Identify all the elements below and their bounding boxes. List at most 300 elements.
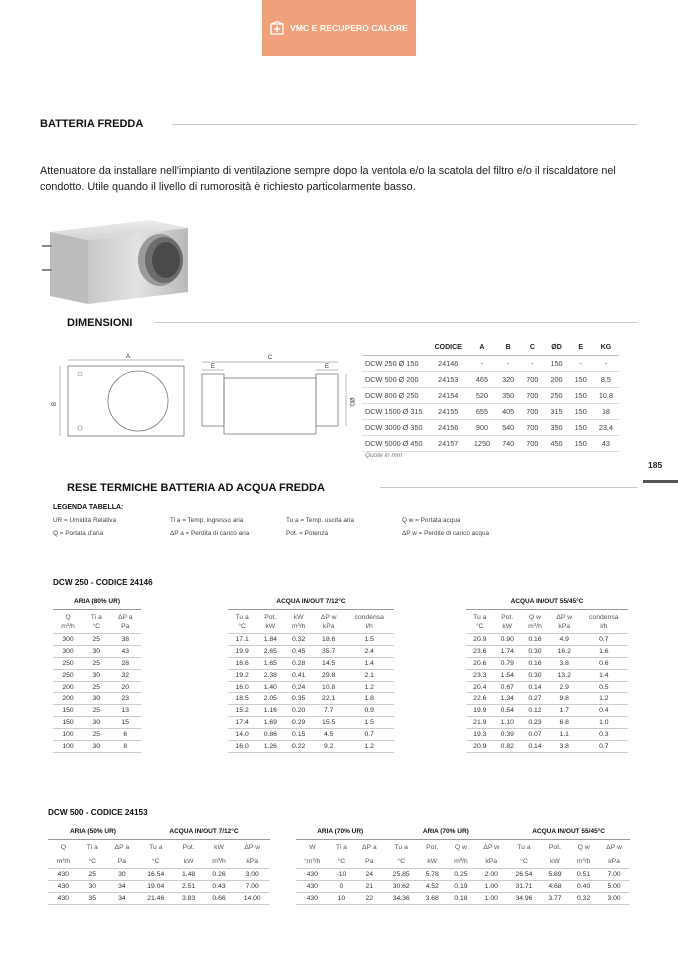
unit-header: °C <box>337 858 346 865</box>
table-cell: 30.62 <box>384 880 418 892</box>
dcw500-left-table <box>48 827 270 905</box>
table-cell: 19.9 <box>466 705 494 717</box>
table-cell: 0.14 <box>521 741 549 753</box>
unit-row <box>296 854 630 869</box>
section-rule <box>380 487 637 488</box>
table-cell: 34 <box>106 892 138 904</box>
table-row <box>466 717 628 729</box>
table-cell: 28 <box>110 657 141 669</box>
table-cell: 0.29 <box>284 717 313 729</box>
table-cell: 24146 <box>429 356 468 372</box>
table-cell: 0.32 <box>569 892 598 904</box>
table-cell: 150 <box>569 388 593 404</box>
column-header: Tu a °C <box>473 614 487 630</box>
table-cell: 15.2 <box>228 705 256 717</box>
table-cell: 700 <box>520 436 544 452</box>
table-cell: 3.8 <box>549 657 580 669</box>
column-header: Q w <box>577 844 590 851</box>
table-row <box>53 681 141 693</box>
table-cell: 15.5 <box>313 717 344 729</box>
table-cell: 38 <box>110 634 141 646</box>
unit-header: °C <box>88 858 97 865</box>
table-cell: 16.0 <box>228 741 256 753</box>
table-cell: 30 <box>106 869 138 881</box>
table-cell: 3.8 <box>549 741 580 753</box>
column-header: condensa l/h <box>589 614 619 630</box>
table-cell: 9.8 <box>549 693 580 705</box>
table-cell: 18.5 <box>228 693 256 705</box>
table-cell: 0.45 <box>284 645 313 657</box>
table-cell: 0.14 <box>521 681 549 693</box>
table-cell: - <box>496 356 520 372</box>
table-cell: 0.90 <box>494 634 521 646</box>
table-cell: 18 <box>593 404 619 420</box>
table-cell: 150 <box>569 436 593 452</box>
table-cell: 4.52 <box>418 880 446 892</box>
unit-header: °C <box>520 858 528 865</box>
table-cell: 250 <box>53 669 83 681</box>
table-cell: 0.4 <box>580 705 628 717</box>
table-cell: 250 <box>53 657 83 669</box>
table-row <box>53 729 141 741</box>
category-label: VMC E RECUPERO CALORE <box>290 23 408 33</box>
table-cell: 0.86 <box>256 729 284 741</box>
group-header-row <box>228 597 394 610</box>
table-cell: 25 <box>83 681 110 693</box>
table-cell: 2.1 <box>344 669 394 681</box>
legend-item: ΔP w = Perdite di carico acqua <box>402 530 490 537</box>
table-cell: DCW 1500 Ø 315 <box>362 404 429 420</box>
table-row <box>466 634 628 646</box>
table-row <box>228 669 394 681</box>
table-row <box>228 741 394 753</box>
table-row <box>362 356 619 372</box>
intro-paragraph: Attenuatore da installare nell'impianto di ventilazione sempre dopo la ventola e/o la scatola del filtro e/o il riscaldatore nel condotto. Utile quando il livello di rumorosità è richiesto particolarmente basso. <box>40 165 616 193</box>
table-cell: 540 <box>496 420 520 436</box>
table-cell: 23 <box>110 693 141 705</box>
table-row <box>362 420 619 436</box>
table-cell: 2.00 <box>475 869 507 881</box>
legend-title: LEGENDA TABELLA: <box>53 504 124 511</box>
table-row <box>228 634 394 646</box>
column-header: ΔP w kPa <box>556 614 573 630</box>
table-cell: 0.25 <box>446 869 475 881</box>
table-cell: 8,5 <box>593 372 619 388</box>
unit-header: kW <box>427 858 438 865</box>
table-cell: 350 <box>496 388 520 404</box>
legend-item: UR = Umidità Relativa <box>53 517 117 524</box>
table-cell: 30 <box>83 693 110 705</box>
table-cell: 1.26 <box>256 741 284 753</box>
table-cell: 13 <box>110 705 141 717</box>
table-row <box>228 681 394 693</box>
table-cell: 8 <box>110 741 141 753</box>
table-cell: 1.40 <box>256 681 284 693</box>
unit-header: m³/h <box>56 858 71 865</box>
table-cell: 6.8 <box>549 717 580 729</box>
table-cell: DCW 500 Ø 200 <box>362 372 429 388</box>
unit-header: m³/h <box>212 858 226 865</box>
table-cell: 0.20 <box>284 705 313 717</box>
table-row <box>53 693 141 705</box>
table-cell: 0.66 <box>204 892 235 904</box>
table-cell: 0 <box>329 880 355 892</box>
header-row <box>466 610 628 634</box>
table-row <box>362 388 619 404</box>
column-header: A <box>468 340 496 356</box>
table-cell: 0.39 <box>494 729 521 741</box>
dimensions-note: Quote in mm <box>365 452 403 459</box>
table-cell: 700 <box>520 420 544 436</box>
table-cell: 1.69 <box>256 717 284 729</box>
table-cell: -10 <box>329 869 355 881</box>
table-cell: 23,4 <box>593 420 619 436</box>
legend-item: Tu a = Temp. uscita aria <box>286 517 355 524</box>
table-cell: 4.68 <box>541 880 569 892</box>
table-cell: 0.7 <box>344 729 394 741</box>
table-cell: 520 <box>468 388 496 404</box>
table-row <box>466 657 628 669</box>
table-cell: 2.65 <box>256 645 284 657</box>
table-cell: 19.2 <box>228 669 256 681</box>
column-header: Pot. kW <box>264 614 277 630</box>
table-cell: 150 <box>569 420 593 436</box>
table-cell: 0.28 <box>284 657 313 669</box>
column-header: W <box>309 844 316 851</box>
dcw250-acqua-55-45-table <box>466 597 628 753</box>
legend-item: Q = Portata d'aria <box>53 530 104 537</box>
table-cell: 0.23 <box>521 717 549 729</box>
table-row <box>53 657 141 669</box>
column-header: Tu a <box>149 844 163 851</box>
table-cell: 655 <box>468 404 496 420</box>
unit-header: kPa <box>485 858 498 865</box>
product-photo <box>40 212 190 308</box>
table-cell: DCW 250 Ø 150 <box>362 356 429 372</box>
table-cell: 22.6 <box>466 693 494 705</box>
table-cell: 1.10 <box>494 717 521 729</box>
table-row <box>53 717 141 729</box>
table-cell: 25 <box>79 869 106 881</box>
table-cell: 3.00 <box>598 892 630 904</box>
table-cell: 1.6 <box>580 645 628 657</box>
dimension-drawing <box>52 352 352 442</box>
table-cell: 405 <box>496 404 520 420</box>
column-header: Pot. <box>548 844 561 851</box>
unit-header: kW <box>183 858 194 865</box>
group-header-row <box>53 597 141 610</box>
table-cell: 0.5 <box>580 681 628 693</box>
table-cell: 1.54 <box>494 669 521 681</box>
column-header: C <box>520 340 544 356</box>
table-cell: 4.5 <box>313 729 344 741</box>
table-cell: 0.27 <box>521 693 549 705</box>
table-cell: 20 <box>110 681 141 693</box>
column-header: Pot. <box>426 844 439 851</box>
table-cell: 300 <box>53 634 83 646</box>
table-row <box>466 669 628 681</box>
table-cell: - <box>468 356 496 372</box>
table-row <box>48 892 270 904</box>
table-cell: 0.35 <box>284 693 313 705</box>
page-marker <box>643 480 678 483</box>
legend-item: Ti a = Temp. ingresso aria <box>170 517 244 524</box>
table-cell: 0.26 <box>204 869 235 881</box>
table-cell: 43 <box>593 436 619 452</box>
table-cell: 2.4 <box>344 645 394 657</box>
table-cell: 19.3 <box>466 729 494 741</box>
group-header: ACQUA IN/OUT 55/45°C <box>466 597 628 610</box>
table-row <box>228 729 394 741</box>
table-cell: 430 <box>296 880 329 892</box>
table-cell: 35 <box>79 892 106 904</box>
table-cell: 30 <box>83 717 110 729</box>
table-cell: 450 <box>544 436 568 452</box>
table-cell: - <box>569 356 593 372</box>
table-cell: 34.36 <box>384 892 418 904</box>
table-cell: 465 <box>468 372 496 388</box>
table-cell: 0.18 <box>446 892 475 904</box>
group-header: ACQUA IN/OUT 7/12°C <box>138 827 270 840</box>
table-cell: 1250 <box>468 436 496 452</box>
subsection-title-dcw500: DCW 500 - CODICE 24153 <box>48 808 148 817</box>
table-cell: 0.16 <box>521 657 549 669</box>
table-cell: 7.00 <box>234 880 270 892</box>
column-header <box>362 340 429 356</box>
table-cell: 15 <box>110 717 141 729</box>
table-cell: 430 <box>48 869 79 881</box>
column-header: ΔP w <box>483 844 500 851</box>
table-cell: 1.1 <box>549 729 580 741</box>
table-cell: 22 <box>354 892 384 904</box>
section-title-dimensioni: DIMENSIONI <box>67 317 133 329</box>
table-cell: 150 <box>569 404 593 420</box>
column-header: ΔP a <box>361 844 377 851</box>
table-row <box>53 645 141 657</box>
column-header: condensa l/h <box>354 614 384 630</box>
table-cell: 25.85 <box>384 869 418 881</box>
table-cell: 17.4 <box>228 717 256 729</box>
table-cell: 14.0 <box>228 729 256 741</box>
table-cell: 24157 <box>429 436 468 452</box>
table-cell: 25 <box>83 657 110 669</box>
page-number: 185 <box>648 460 663 470</box>
table-cell: 700 <box>520 372 544 388</box>
group-header: ARIA (80% UR) <box>53 597 141 610</box>
table-cell: 900 <box>468 420 496 436</box>
header-row <box>296 840 630 855</box>
table-cell: 0.79 <box>494 657 521 669</box>
subsection-title-dcw250: DCW 250 - CODICE 24146 <box>53 578 153 587</box>
unit-header: °m³/h <box>304 858 321 865</box>
table-row <box>466 681 628 693</box>
table-row <box>466 645 628 657</box>
table-cell: 0.54 <box>494 705 521 717</box>
table-cell: 200 <box>53 693 83 705</box>
table-row <box>48 869 270 881</box>
table-cell: 0.40 <box>569 880 598 892</box>
table-cell: 6 <box>110 729 141 741</box>
table-cell: 20.6 <box>466 657 494 669</box>
dim-label-c: C <box>267 355 273 361</box>
table-cell: 1.7 <box>549 705 580 717</box>
table-cell: 9.2 <box>313 741 344 753</box>
column-header: kW m³/h <box>291 614 306 630</box>
table-cell: 150 <box>53 717 83 729</box>
column-header: CODICE <box>429 340 468 356</box>
group-header: ACQUA IN/OUT 55/45°C <box>507 827 630 840</box>
table-row <box>228 645 394 657</box>
table-cell: 1.00 <box>475 892 507 904</box>
unit-row <box>48 854 270 869</box>
header-row <box>48 840 270 855</box>
table-row <box>53 634 141 646</box>
column-header: ΔP a <box>114 844 130 851</box>
table-row <box>53 741 141 753</box>
column-header: ΔP w kPa <box>320 614 337 630</box>
dim-label-b: B <box>52 401 58 407</box>
dcw500-right-table <box>296 827 630 905</box>
table-cell: 3.00 <box>234 869 270 881</box>
table-cell: 430 <box>296 892 329 904</box>
table-cell: 30 <box>83 741 110 753</box>
table-row <box>53 705 141 717</box>
table-cell: 24155 <box>429 404 468 420</box>
table-cell: 34 <box>106 880 138 892</box>
table-cell: 19.04 <box>138 880 174 892</box>
table-cell: 22.1 <box>313 693 344 705</box>
group-header: ARIA (50% UR) <box>48 827 138 840</box>
table-row <box>466 705 628 717</box>
table-cell: 5.00 <box>598 880 630 892</box>
table-cell: 24154 <box>429 388 468 404</box>
unit-header: °C <box>151 858 160 865</box>
dimensions-table <box>362 340 619 452</box>
dcw250-acqua-7-12-table <box>228 597 394 753</box>
unit-header: m³/h <box>454 858 468 865</box>
table-cell: 1.34 <box>494 693 521 705</box>
table-cell: 350 <box>544 420 568 436</box>
table-cell: 0.9 <box>344 705 394 717</box>
table-cell: 430 <box>48 880 79 892</box>
table-cell: 10 <box>329 892 355 904</box>
table-cell: 4.9 <box>549 634 580 646</box>
table-cell: 1.4 <box>344 657 394 669</box>
unit-header: kPa <box>246 858 259 865</box>
table-row <box>228 657 394 669</box>
table-cell: 2.51 <box>174 880 204 892</box>
table-cell: 1.48 <box>174 869 204 881</box>
unit-header: °C <box>397 858 406 865</box>
table-cell: 430 <box>48 892 79 904</box>
table-row <box>228 705 394 717</box>
table-cell: 20.4 <box>466 681 494 693</box>
section-title-rese: RESE TERMICHE BATTERIA AD ACQUA FREDDA <box>67 482 325 494</box>
column-header: kW <box>214 844 224 851</box>
column-header: Ti a °C <box>90 614 102 630</box>
column-header: ΔP w <box>244 844 261 851</box>
table-cell: 7.00 <box>598 869 630 881</box>
table-cell: 700 <box>520 388 544 404</box>
table-row <box>362 404 619 420</box>
legend-item: Q w = Portata acqua <box>402 517 461 524</box>
dim-label-e: E <box>210 364 216 370</box>
group-header: ACQUA IN/OUT 7/12°C <box>228 597 394 610</box>
table-cell: 25 <box>83 634 110 646</box>
table-cell: 0.07 <box>521 729 549 741</box>
group-header: ARIA (70% UR) <box>384 827 507 840</box>
table-cell: 150 <box>569 372 593 388</box>
group-header: ARIA (70% UR) <box>296 827 384 840</box>
legend-item: Pot. = Potenza <box>286 530 329 537</box>
group-header-row <box>466 597 628 610</box>
table-cell: 100 <box>53 741 83 753</box>
table-row <box>296 892 630 904</box>
table-cell: 25 <box>83 729 110 741</box>
table-cell: 2.05 <box>256 693 284 705</box>
table-cell: 21 <box>354 880 384 892</box>
table-cell: 430 <box>296 869 329 881</box>
column-header: ØD <box>544 340 568 356</box>
table-cell: 2.9 <box>549 681 580 693</box>
table-cell: 320 <box>496 372 520 388</box>
table-cell: 23.3 <box>466 669 494 681</box>
table-cell: 1.2 <box>580 693 628 705</box>
table-row <box>466 693 628 705</box>
table-cell: 24156 <box>429 420 468 436</box>
unit-header: m³/h <box>576 858 591 865</box>
table-row <box>296 880 630 892</box>
table-cell: DCW 3000 Ø 350 <box>362 420 429 436</box>
table-cell: 740 <box>496 436 520 452</box>
table-cell: 150 <box>544 356 568 372</box>
table-cell: 100 <box>53 729 83 741</box>
table-cell: 1.16 <box>256 705 284 717</box>
table-cell: 0.6 <box>580 657 628 669</box>
table-cell: 20.9 <box>466 634 494 646</box>
dim-label-e: E <box>324 364 330 370</box>
table-cell: 0.15 <box>284 729 313 741</box>
column-header: Tu a °C <box>235 614 249 630</box>
table-cell: 1.65 <box>256 657 284 669</box>
table-cell: 0.51 <box>569 869 598 881</box>
column-header: Pot. kW <box>501 614 514 630</box>
table-cell: 26.54 <box>507 869 541 881</box>
section-rule <box>155 322 637 323</box>
table-cell: 16.2 <box>549 645 580 657</box>
table-cell: 0.19 <box>446 880 475 892</box>
table-row <box>228 693 394 705</box>
category-tab <box>262 0 416 56</box>
table-row <box>362 372 619 388</box>
table-cell: 3.77 <box>541 892 569 904</box>
column-header: Pot. <box>182 844 195 851</box>
table-cell: 0.30 <box>521 669 549 681</box>
table-cell: 16.6 <box>228 657 256 669</box>
table-cell: 1.8 <box>344 693 394 705</box>
table-cell: 43 <box>110 645 141 657</box>
table-cell: 25 <box>83 705 110 717</box>
table-cell: 10.8 <box>313 681 344 693</box>
column-header: Tu a <box>394 844 408 851</box>
dcw250-aria-table <box>53 597 141 753</box>
table-cell: 29.8 <box>313 669 344 681</box>
table-cell: 13.2 <box>549 669 580 681</box>
section-title-batteria: BATTERIA FREDDA <box>40 118 144 130</box>
table-cell: DCW 800 Ø 250 <box>362 388 429 404</box>
table-cell: 150 <box>53 705 83 717</box>
column-header: ΔP w <box>606 844 622 851</box>
